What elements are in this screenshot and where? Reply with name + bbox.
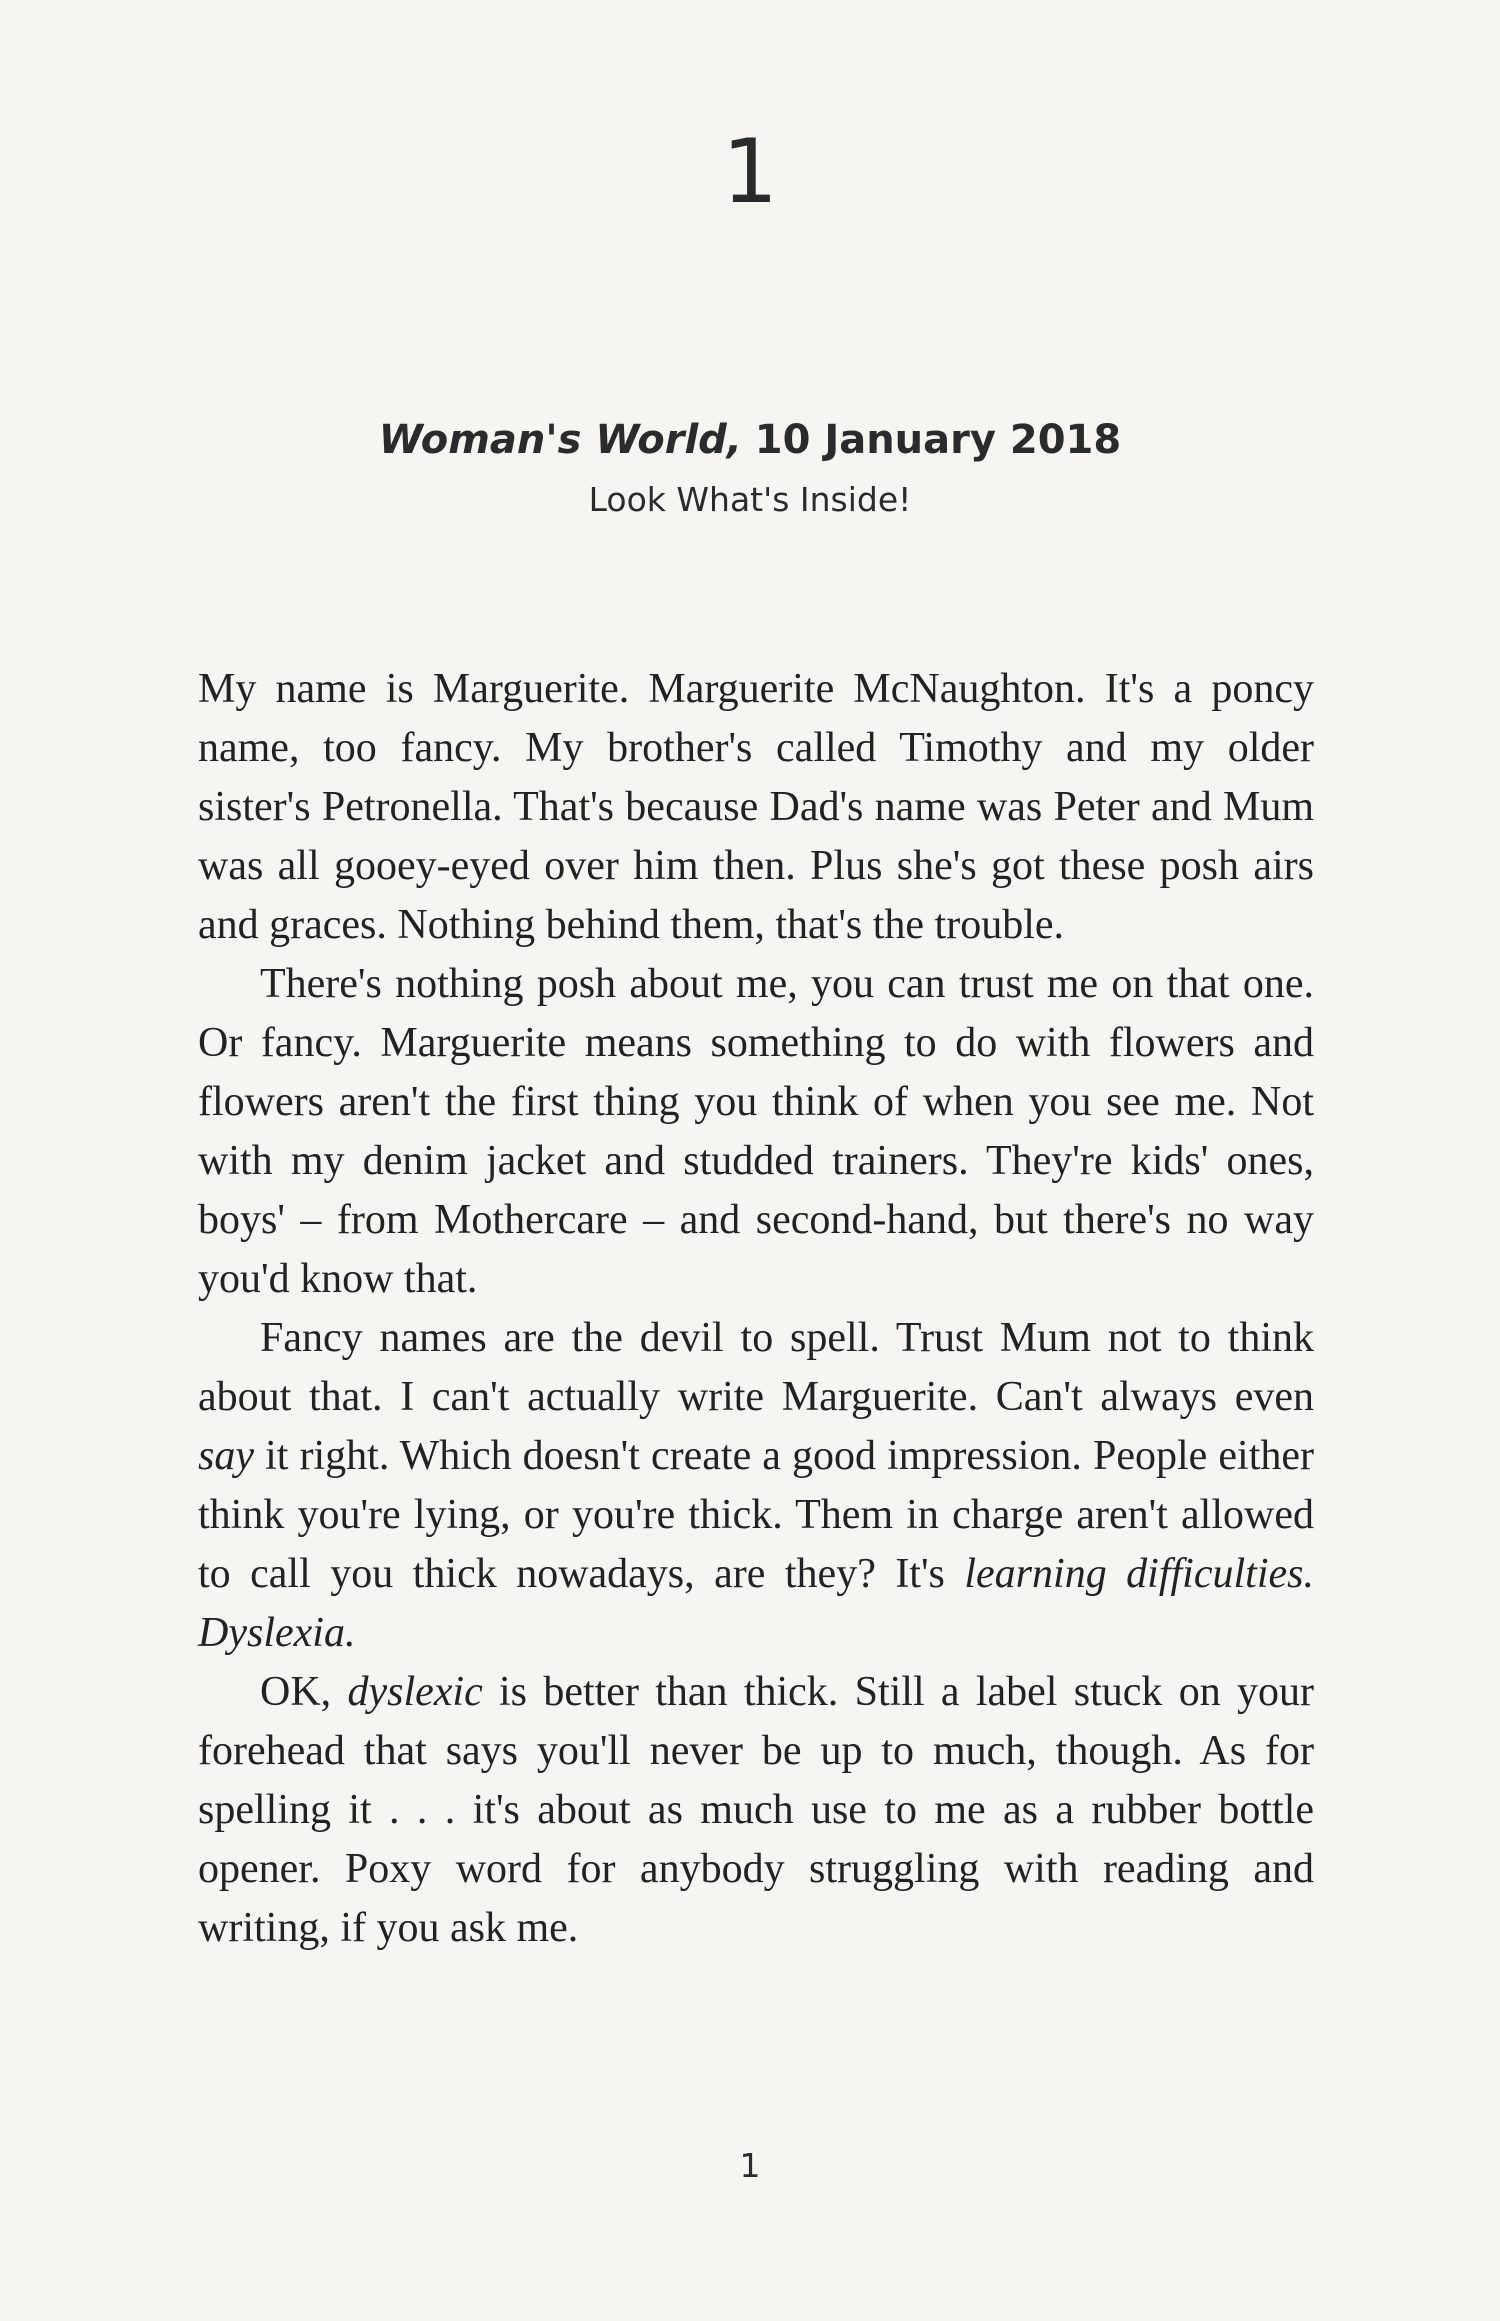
body-text: [198, 660, 1314, 1958]
paragraph-1: My name is Marguerite. Marguerite McNaughton. It's a poncy name, too fancy. My brother's called Timothy and my older sister's Petronella. That's because Dad's name was Peter and Mum was all gooey-eyed over him then. Plus she's got these posh airs and graces. Nothing behind them, that's the trouble.: [198, 666, 1314, 948]
chapter-heading: [0, 416, 1500, 464]
paragraph-3-emphasis-say: say: [198, 1433, 254, 1479]
chapter-number: 1: [722, 120, 778, 223]
paragraph-2: There's nothing posh about me, you can trust me on that one. Or fancy. Marguerite means something to do with flowers and flowers aren't the first thing you think of when you see me. Not with my denim jacket and studded trainers. They're kids' ones, boys' – from Mothercare – and second-hand, but there's no way you'd know that.: [198, 961, 1314, 1302]
paragraph-3: [198, 1309, 1314, 1663]
paragraph-4-text-b: is better than thick. Still a label stuck on your forehead that says you'll never be up to much, though. As for spelling it . . . it's about as much use to me as a rubber bottle opener. Poxy word for anybody struggling with reading and writing, if you ask me.: [198, 1669, 1314, 1951]
heading-date: 10 January 2018: [754, 417, 1122, 463]
paragraph-4: [198, 1663, 1314, 1958]
paragraph-3-emphasis-learning: learning difficulties. Dyslexia.: [198, 1551, 1314, 1656]
paragraph-3-text-a: Fancy names are the devil to spell. Trust Mum not to think about that. I can't actually write Marguerite. Can't always even: [198, 1315, 1314, 1420]
magazine-title: Woman's World,: [378, 417, 743, 463]
paragraph-3-text-b: it right. Which doesn't create a good impression. People either think you're lying, or you're thick. Them in charge aren't allowed to call you thick nowadays, are they? It's: [198, 1433, 1314, 1597]
paragraph-4-emphasis-dyslexic: dyslexic: [347, 1669, 483, 1715]
paragraph-4-text-a: OK,: [260, 1669, 348, 1715]
page-number: 1: [739, 2146, 761, 2185]
chapter-subtitle: Look What's Inside!: [588, 480, 912, 519]
